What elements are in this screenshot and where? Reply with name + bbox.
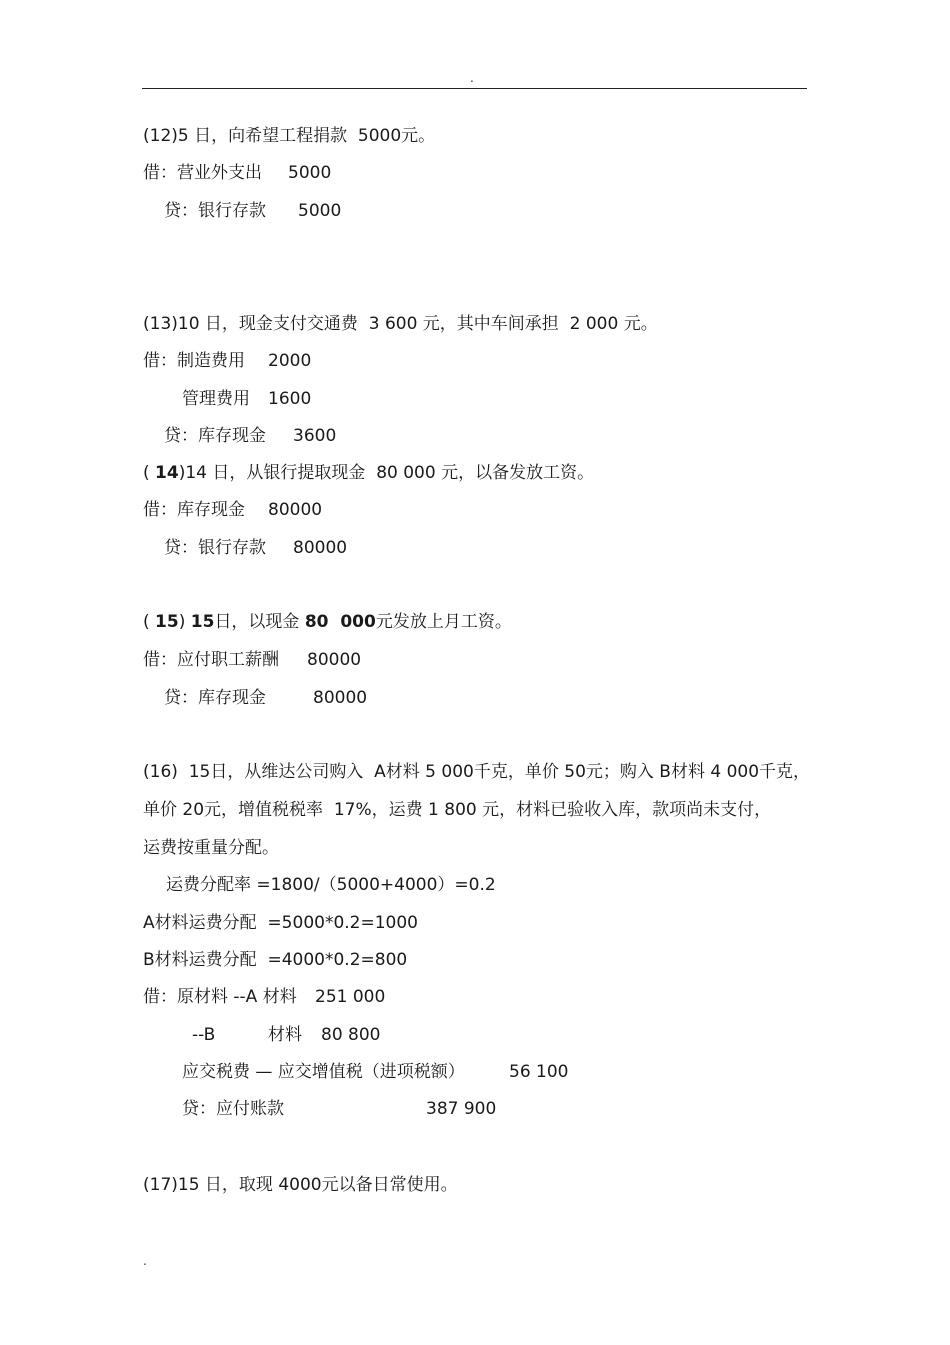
entry-14-title-rest: )14 日，从银行提取现金 80 000 元，以备发放工资。 (178, 463, 595, 483)
entry-12-credit-amount: 5000 (298, 201, 342, 221)
entry-16-credit-label: 贷：应付账款 (182, 1099, 284, 1119)
entry-16-title-line1: (16) 15日，从维达公司购入 A材料 5 000千克，单价 50元；购入 B材料 4 000千克， (143, 762, 811, 782)
entry-16-title-line3: 运费按重量分配。 (143, 838, 279, 858)
entry-14-debit-label: 借：库存现金 (143, 500, 245, 520)
entry-16-debit-a-label: 借：原材料 --A 材料 (143, 987, 297, 1007)
entry-12-debit-amount: 5000 (288, 163, 332, 183)
entry-15-title-number: 15 (155, 612, 179, 632)
entry-12-credit-label: 贷：银行存款 (164, 201, 266, 221)
entry-15-title-amount: 80 000 (304, 612, 376, 632)
footer-dot: . (143, 1254, 147, 1268)
header-dot: . (470, 71, 474, 85)
entry-13-title: (13)10 日，现金支付交通费 3 600 元，其中车间承担 2 000 元。 (143, 314, 658, 334)
entry-13-debit2-label: 管理费用 (182, 389, 250, 409)
entry-16-tax-label: 应交税费 — 应交增值税（进项税额） (182, 1062, 465, 1082)
entry-16-debit-b-label: --B (192, 1025, 216, 1045)
entry-14-title (143, 462, 594, 484)
entry-16-tax-amount: 56 100 (509, 1062, 569, 1082)
entry-14-credit-amount: 80000 (293, 538, 348, 558)
entry-16-debit-b-mid: 材料 (268, 1025, 302, 1045)
entry-15-title-rest2: 元发放上月工资。 (375, 612, 512, 632)
entry-15-title-prefix: ( (143, 612, 156, 632)
entry-15-debit-amount: 80000 (307, 650, 362, 670)
entry-16-title-line2: 单价 20元，增值税税率 17%，运费 1 800 元，材料已验收入库，款项尚未支付， (143, 800, 772, 820)
entry-14-title-prefix: ( (143, 463, 156, 483)
entry-15-credit-label: 贷：库存现金 (164, 688, 266, 708)
entry-17-title: (17)15 日，取现 4000元以备日常使用。 (143, 1175, 458, 1195)
entry-15-title (143, 611, 512, 633)
entry-12-debit-label: 借：营业外支出 (143, 163, 262, 183)
entry-14-title-number: 14 (155, 463, 179, 483)
entry-13-credit-amount: 3600 (293, 426, 337, 446)
entry-16-calc-b: B材料运费分配 =4000*0.2=800 (143, 950, 408, 970)
entry-15-title-rest1: 日，以现金 (214, 612, 305, 632)
entry-16-calc-rate: 运费分配率 =1800/（5000+4000）=0.2 (166, 875, 496, 895)
entry-15-title-day: 15 (190, 612, 215, 632)
entry-14-credit-label: 贷：银行存款 (164, 538, 266, 558)
entry-15-credit-amount: 80000 (313, 688, 368, 708)
entry-16-credit-amount: 387 900 (426, 1099, 497, 1119)
entry-16-debit-a-amount: 251 000 (315, 987, 386, 1007)
entry-13-debit2-amount: 1600 (268, 389, 312, 409)
header-rule (142, 88, 807, 89)
entry-13-debit-label: 借：制造费用 (143, 351, 245, 371)
entry-16-calc-a: A材料运费分配 =5000*0.2=1000 (143, 913, 418, 933)
entry-12-title: (12)5 日，向希望工程捐款 5000元。 (143, 126, 436, 146)
entry-14-debit-amount: 80000 (268, 500, 323, 520)
entry-13-credit-label: 贷：库存现金 (164, 426, 266, 446)
entry-15-debit-label: 借：应付职工薪酬 (143, 650, 279, 670)
entry-13-debit-amount: 2000 (268, 351, 312, 371)
entry-16-debit-b-amount: 80 800 (321, 1025, 381, 1045)
entry-15-title-mid: ) (178, 612, 191, 632)
